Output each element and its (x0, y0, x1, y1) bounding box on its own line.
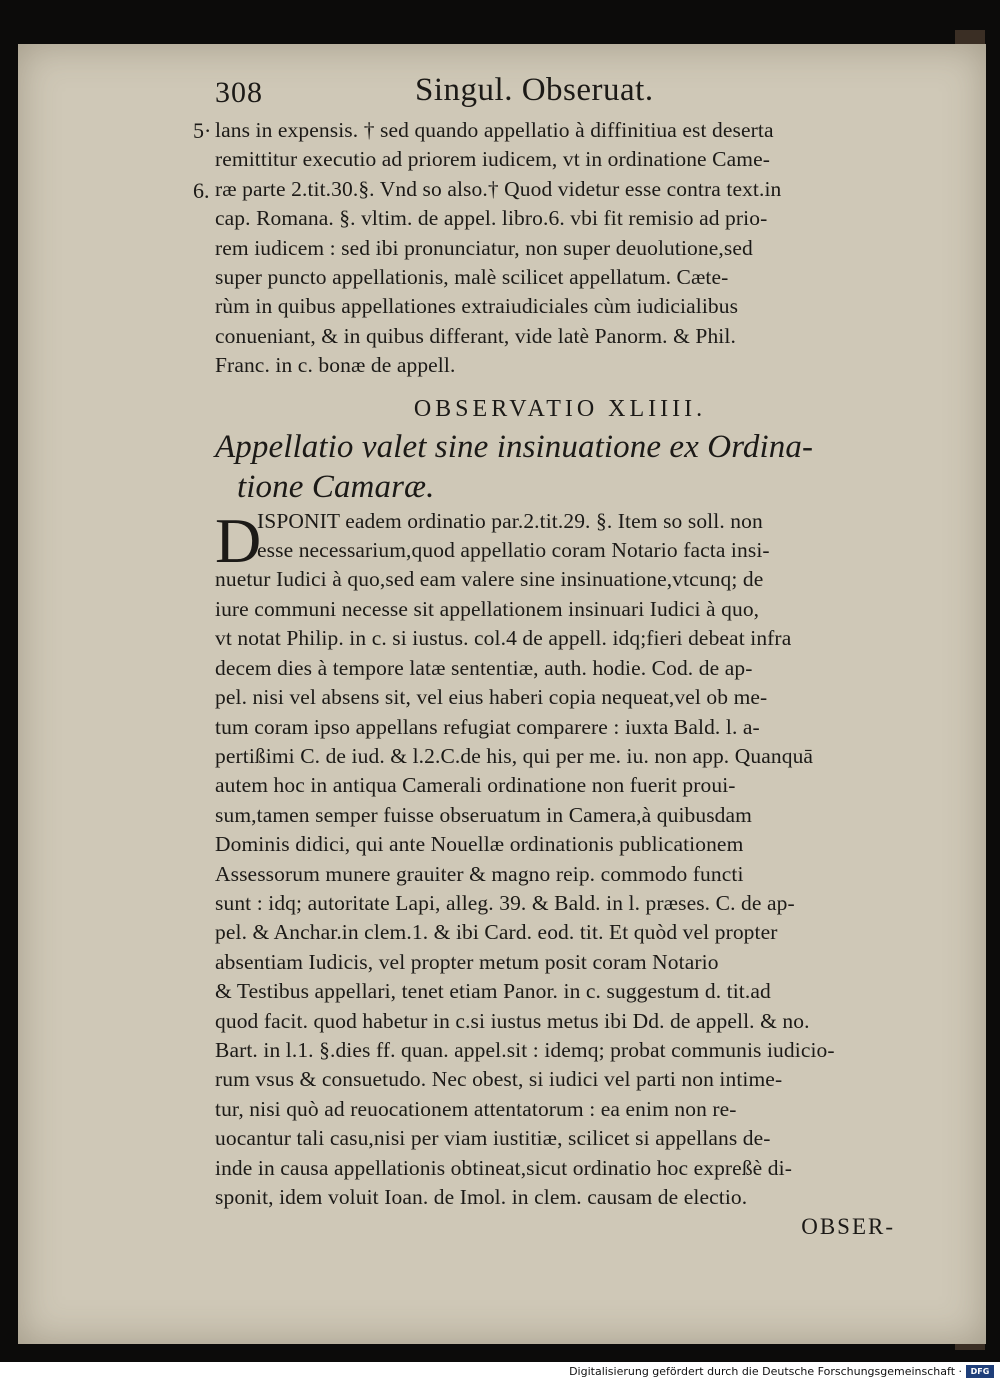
observation-title (215, 427, 895, 507)
page-number: 308 (215, 76, 263, 109)
margin-note-5: 5· (193, 118, 212, 143)
text-line: sponit, idem voluit Ioan. de Imol. in clem. causam de electio. (215, 1185, 748, 1209)
text-line: ISPONIT eadem ordinatio par.2.tit.29. §. Item so soll. non (257, 508, 763, 533)
observation-title-line: Appellatio valet sine insinuatione ex Ordina- (215, 428, 814, 465)
observation-title-line: tione Camaræ. (237, 468, 435, 505)
text-line: conueniant, & in quibus differant, vide latè Panorm. & Phil. (215, 323, 736, 348)
page-header (215, 72, 895, 116)
text-line: cap. Romana. §. vltim. de appel. libro.6. vbi fit remisio ad prio- (215, 206, 768, 231)
text-line: inde in causa appellationis obtineat,sicut ordinatio hoc expreßè di- (215, 1155, 792, 1180)
text-line: Assessorum munere grauiter & magno reip. commodo functi (215, 861, 744, 886)
text-line: iure communi necesse sit appellationem insinuari Iudici à quo, (215, 596, 760, 621)
text-line: & Testibus appellari, tenet etiam Panor. in c. suggestum d. tit.ad (215, 979, 771, 1004)
text-line: sunt : idq; autoritate Lapi, alleg. 39. & Bald. in l. præses. C. de ap- (215, 890, 795, 915)
text-line: autem hoc in antiqua Camerali ordinatione non fuerit proui- (215, 773, 736, 798)
text-line: uocantur tali casu,nisi per viam iustitiæ, scilicet si appellans de- (215, 1126, 771, 1151)
digitization-footer (0, 1362, 1000, 1382)
text-line: lans in expensis. † sed quando appellatio à diffinitiua est deserta (215, 118, 774, 142)
text-line: super puncto appellationis, malè scilicet appellatum. Cæte- (215, 265, 729, 290)
text-line: Bart. in l.1. §.dies ff. quan. appel.sit : idemq; probat communis iudicio- (215, 1037, 835, 1062)
text-line: pel. & Anchar.in clem.1. & ibi Card. eod. tit. Et quòd vel propter (215, 920, 778, 945)
text-line: Franc. in c. bonæ de appell. (215, 353, 456, 378)
text-line: remittitur executio ad priorem iudicem, vt in ordinatione Came- (215, 147, 770, 172)
dfg-logo: DFG (966, 1365, 994, 1378)
text-line: rum vsus & consuetudo. Nec obest, si iudici vel parti non intime- (215, 1067, 783, 1092)
text-line: rùm in quibus appellationes extraiudiciales cùm iudicialibus (215, 294, 739, 319)
text-line: quod facit. quod habetur in c.si iustus metus ibi Dd. de appell. & no. (215, 1008, 810, 1033)
text-line: sum,tamen semper fuisse obseruatum in Camera,à quibusdam (215, 802, 753, 827)
observation-body (215, 504, 895, 1213)
text-line: pertißimi C. de iud. & l.2.C.de his, qui per me. iu. non app. Quanquā (215, 743, 814, 768)
text-line: rem iudicem : sed ibi pronunciatur, non super deuolutione,sed (215, 235, 753, 260)
text-line: vt notat Philip. in c. si iustus. col.4 de appell. idq;fieri debeat infra (215, 626, 792, 651)
text-line: ræ parte 2.tit.30.§. Vnd so also.† Quod videtur esse contra text.in (215, 176, 782, 201)
margin-note-6: 6. (193, 178, 210, 203)
text-line: tum coram ipso appellans refugiat comparere : iuxta Bald. l. a- (215, 714, 760, 739)
observation-heading: OBSERVATIO XLIIII. (413, 395, 707, 422)
text-line: tur, nisi quò ad reuocationem attentatorum : ea enim non re- (215, 1096, 737, 1121)
text-line: absentiam Iudicis, vel propter metum posit coram Notario (215, 949, 719, 974)
page-text-area (193, 72, 895, 1240)
catchword: OBSER- (801, 1214, 895, 1240)
text-line: Dominis didici, qui ante Nouellæ ordinationis publicationem (215, 832, 744, 857)
text-line: pel. nisi vel absens sit, vel eius haberi copia nequeat,vel ob me- (215, 685, 768, 710)
drop-cap: D (215, 504, 262, 576)
text-line: esse necessarium,quod appellatio coram Notario facta insi- (257, 538, 770, 563)
funding-notice: Digitalisierung gefördert durch die Deutsche Forschungsgemeinschaft · (569, 1365, 962, 1378)
text-line: nuetur Iudici à quo,sed eam valere sine insinuatione,vtcunq; de (215, 567, 764, 592)
paragraph-continuation (193, 116, 895, 381)
running-title: Singul. Obseruat. (415, 72, 654, 108)
text-line: decem dies à tempore latæ sententiæ, auth. hodie. Cod. de ap- (215, 655, 753, 680)
